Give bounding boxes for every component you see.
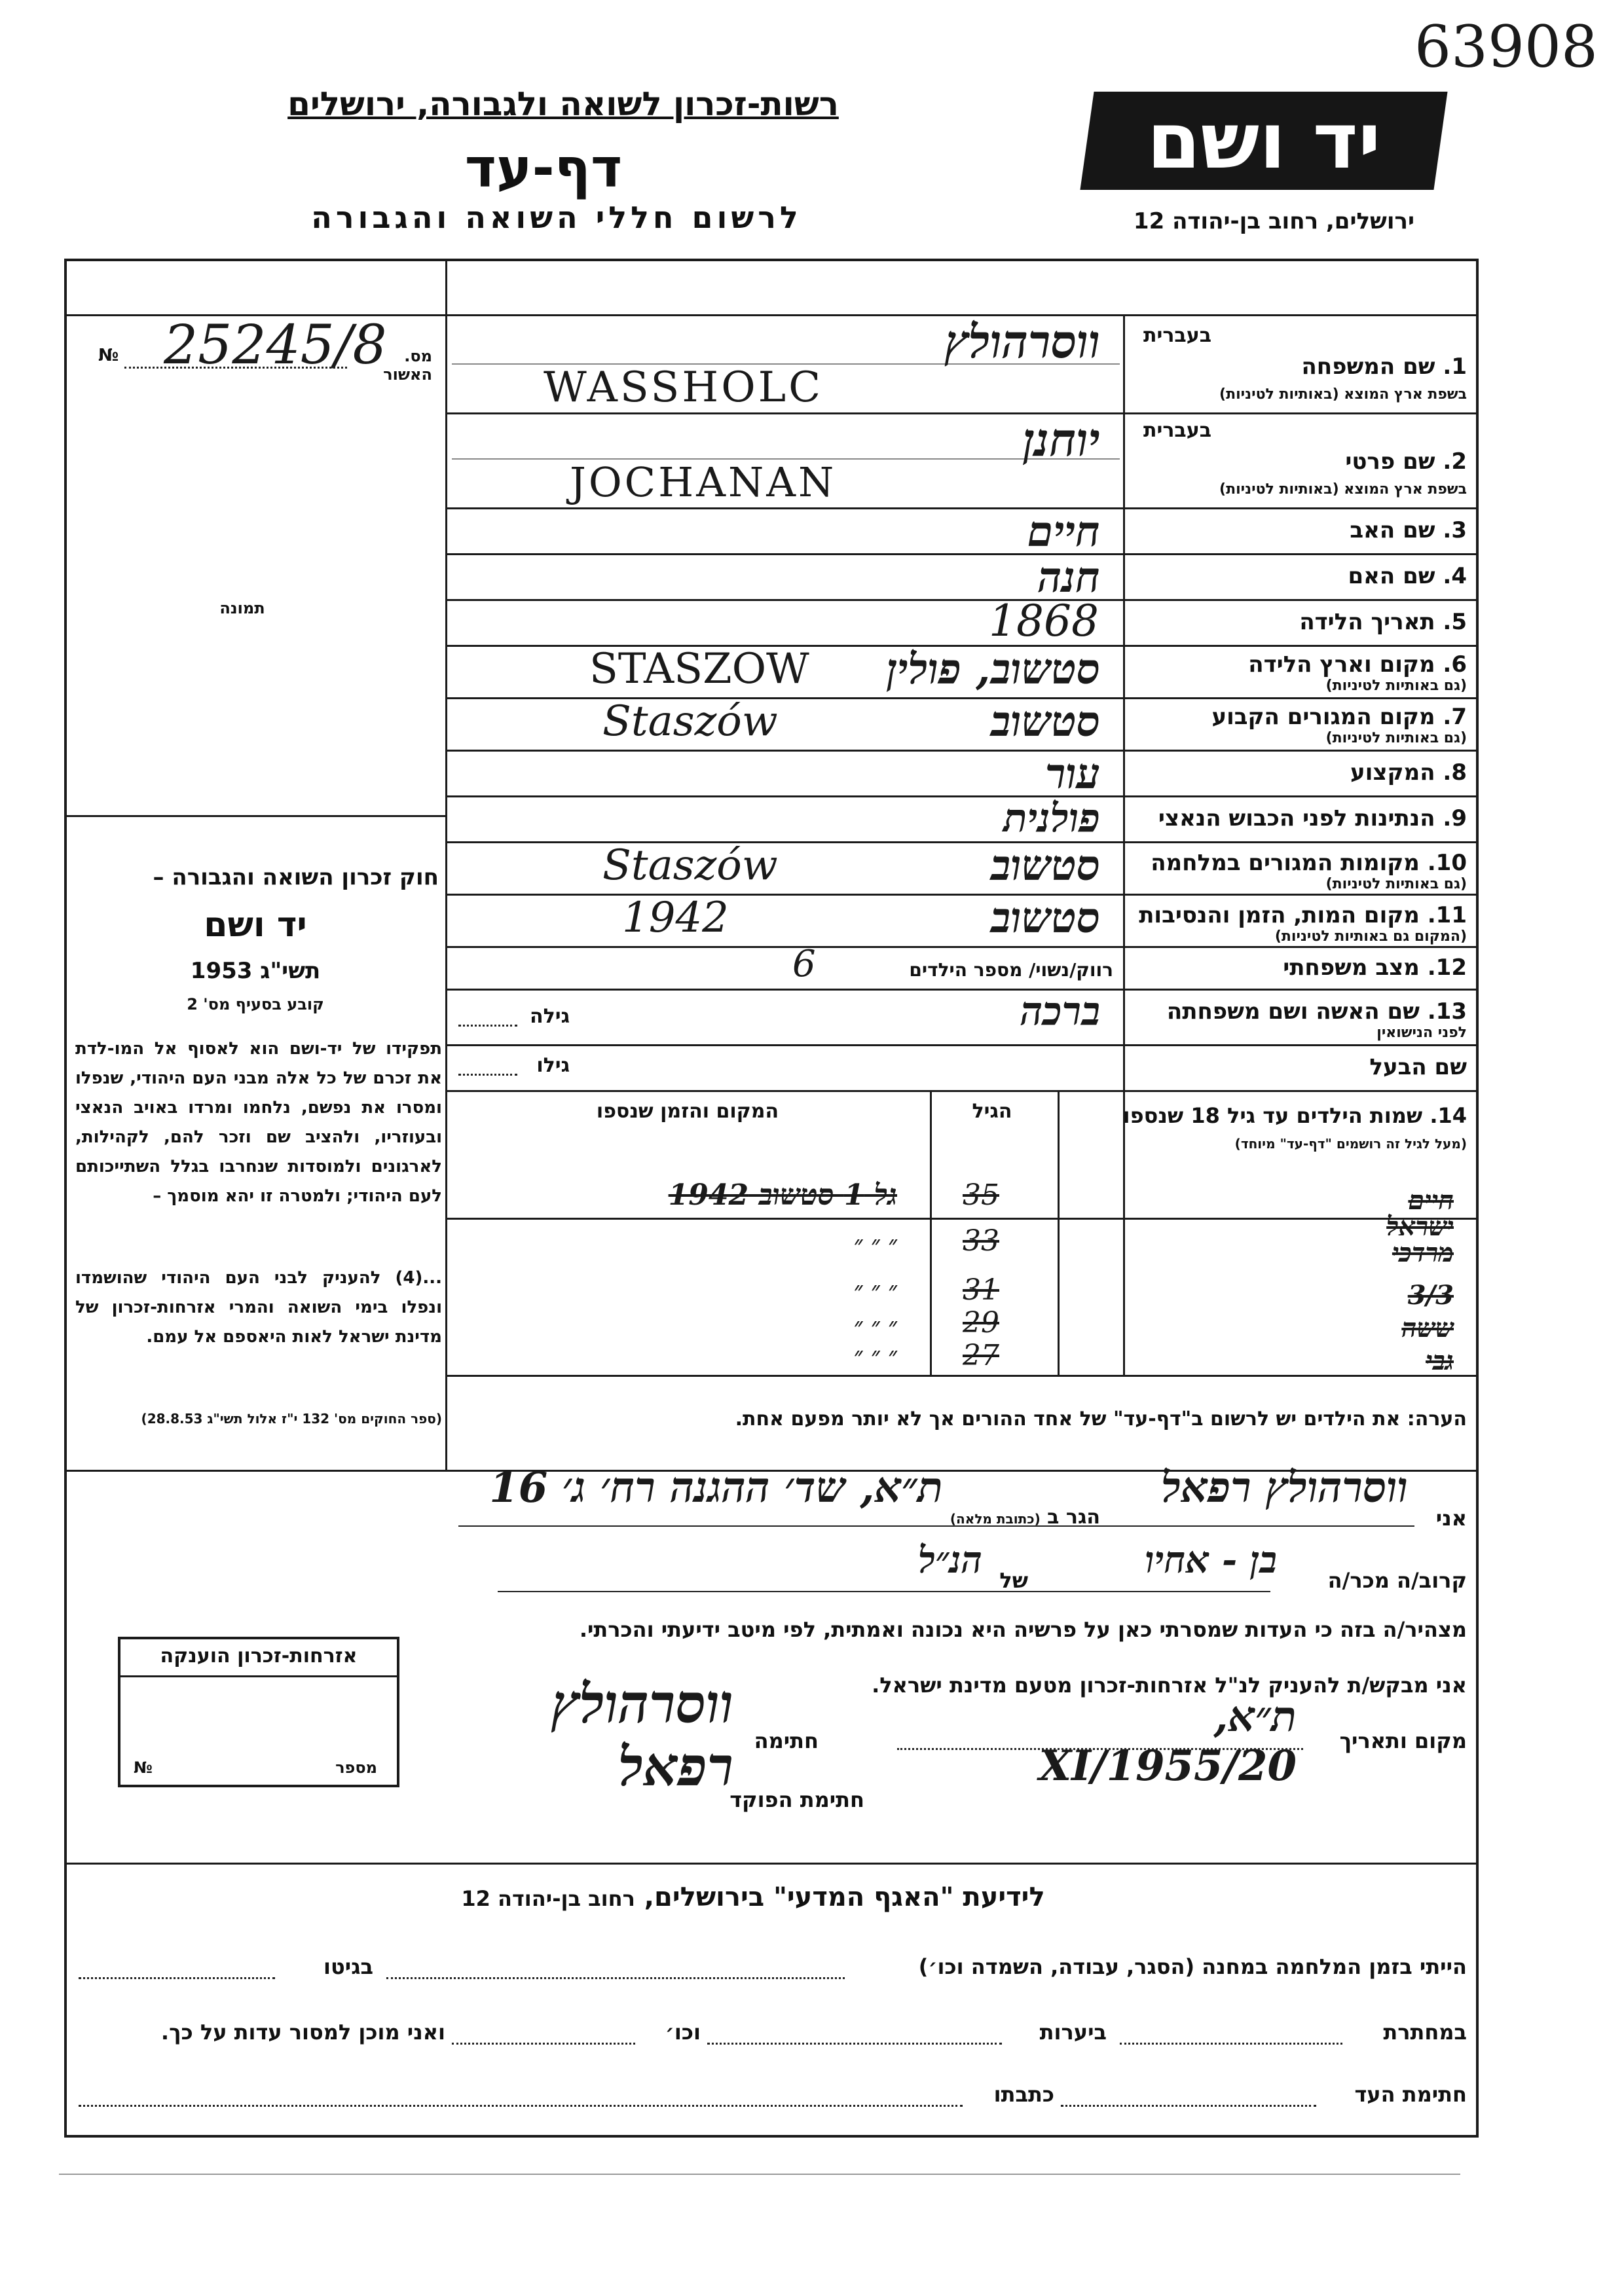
surname-latin: WASSHOLC	[544, 363, 824, 412]
residence-hebrew: סטשוב	[990, 697, 1100, 746]
field-3-label-text: שם האב	[1350, 517, 1435, 543]
field-6-label-text: מקום וארץ הלידה	[1248, 651, 1435, 678]
child-age-6: 27	[963, 1339, 999, 1372]
declaration-text: מצהיר/ה בזה כי העדות שמסרתי כאן על פרשיה היא נכונה ואמתית, לפי מיטב ידיעתי והכרתי.	[579, 1617, 1467, 1642]
law-title: חוק זכרון השואה והגבורה –	[153, 864, 439, 890]
place-date-value: ת״א, 20/XI/1955	[1039, 1692, 1297, 1791]
field-6-note: (גם באותיות לטיניות)	[1325, 678, 1467, 694]
child-name-1: חיים	[1408, 1185, 1454, 1216]
relation-value: בן - אחיו	[1145, 1539, 1277, 1582]
signature: ווסרהולץ רפאל	[551, 1673, 733, 1798]
father-name: חיים	[1027, 507, 1100, 556]
husband-age-label: גילו	[536, 1054, 570, 1077]
child-name-6: גבי	[1426, 1345, 1454, 1376]
field-11-label	[1133, 902, 1467, 928]
citizenship-no-mark: №	[134, 1758, 153, 1777]
wife-age-label: גילה	[530, 1005, 570, 1028]
footer-address-label: כתבתו	[993, 2082, 1054, 2107]
field-9-num: 9.	[1443, 805, 1467, 831]
birth-place-hebrew: סטשוב, פולין	[886, 645, 1100, 694]
footer-forests: ביערות	[1039, 2020, 1107, 2045]
field-1-note: בשפת ארץ המוצא (באותיות לטיניות)	[1219, 386, 1467, 403]
footer-ghetto-label: בגיטו	[323, 1954, 373, 1979]
field-6-num: 6.	[1443, 651, 1467, 678]
field-9-label-text: הנתינות לפני הכבוש הנאצי	[1158, 805, 1435, 831]
field-4-label-text: שם האם	[1348, 563, 1435, 589]
child-age-5: 29	[963, 1306, 999, 1339]
child-name-3: מרדכי	[1392, 1237, 1454, 1268]
citizenship-number-label: מספר	[335, 1758, 377, 1777]
field-13-label-text: שם האשה ושם משפחתה	[1166, 998, 1420, 1025]
field-10-label-text: מקומות המגורים במלחמה	[1151, 850, 1420, 876]
children-count: 6	[792, 943, 816, 985]
yad-vashem-logo	[1080, 92, 1447, 190]
firstname-latin: JOCHANAN	[570, 458, 837, 506]
footer-line-1: הייתי בזמן המלחמה במחנה (הסגר, עבודה, השמדה וכו׳)	[918, 1954, 1467, 1979]
remark: הערה: את הילדים יש לרשום ב"דף-עד" של אחד ההורים אך לא יותר מפעם אחת.	[735, 1408, 1467, 1430]
field-2-label	[1133, 448, 1467, 475]
child-place-6: ״ ״ ״	[853, 1342, 897, 1370]
field-12-label-text: מצב משפחתי	[1283, 955, 1420, 981]
field-10-num: 10.	[1427, 850, 1467, 876]
death-place-hebrew: סטשוב	[990, 894, 1100, 943]
residence-latin: Staszów	[602, 697, 778, 746]
confirmation-no-mark: №	[98, 346, 119, 365]
field-2-note: בשפת ארץ המוצא (באותיות לטיניות)	[1219, 481, 1467, 498]
field-7-note: (גם באותיות לטיניות)	[1325, 730, 1467, 746]
field-4-num: 4.	[1443, 563, 1467, 589]
field-4-label	[1133, 563, 1467, 589]
field-8-label	[1133, 759, 1467, 786]
child-name-2: ישראל	[1386, 1211, 1454, 1242]
field-3-num: 3.	[1443, 517, 1467, 543]
field-10-note: (גם באותיות לטיניות)	[1325, 876, 1467, 892]
field-2-num: 2.	[1443, 448, 1467, 475]
children-num: 14.	[1430, 1103, 1467, 1128]
footer-heading	[393, 1882, 1113, 1912]
child-name-4: 3/3	[1407, 1280, 1454, 1311]
mother-name: חנה	[1037, 553, 1100, 602]
children-label-text: שמות הילדים עד גיל 18 שנספו	[1122, 1103, 1423, 1128]
death-year: 1942	[622, 894, 729, 942]
child-place-5: ״ ״ ״	[853, 1313, 897, 1340]
signature-label: חתימה	[754, 1728, 819, 1753]
law-text-2: ...(4) להעניק לבני העם היהודי שהושמדו ונפלו בימי השואה והמרי אזרחות-זכרון של מדינת ישראל לאות היאספם אל עמם.	[75, 1268, 442, 1347]
page-title: דף-עד	[464, 137, 623, 200]
field-2-label-text: שם פרטי	[1345, 448, 1435, 475]
of-label: של	[999, 1568, 1028, 1593]
birth-place-latin: STASZOW	[589, 645, 809, 693]
child-age-4: 31	[963, 1273, 999, 1307]
field-1-label	[1133, 354, 1467, 380]
firstname-hebrew: יוחנן	[1022, 412, 1100, 467]
relation-label: קרוב/ה מכר/ה	[1327, 1568, 1467, 1593]
declarant-name: ווסרהולץ רפאל	[1161, 1463, 1408, 1512]
header-authority: רשות-זכרון לשואה ולגבורה, ירושלים	[287, 85, 839, 123]
declarant-address: ת״א, שד׳ ההגנה רח׳ ג׳ 16	[489, 1463, 943, 1512]
nationality: פולנית	[1003, 795, 1100, 841]
of-value: הנ״ל	[918, 1539, 982, 1582]
wartime-residence-latin: Staszów	[602, 841, 778, 890]
children-note: (מעל לגיל זה רושמים "דף-עד" מיוחד)	[1234, 1136, 1467, 1152]
full-address-label: (כתובת מלאה)	[950, 1511, 1041, 1527]
child-age-1: 35	[963, 1178, 999, 1212]
field-10-label	[1133, 850, 1467, 876]
footer-heading-text: לידיעת "האגף המדעי" בירושלים,	[644, 1882, 1045, 1912]
field-5-num: 5.	[1443, 609, 1467, 635]
field-13-note: לפני הנישואין	[1376, 1025, 1467, 1041]
child-place-1: גל 1 סטשוב 1942	[668, 1178, 897, 1212]
husband-label: שם הבעל	[1369, 1054, 1467, 1080]
surname-hebrew: ווסרהולץ	[944, 314, 1100, 369]
field-7-label-text: מקום המגורים הקבוע	[1211, 704, 1435, 730]
field-11-note: (המקום גם באותיות לטיניות)	[1274, 928, 1467, 945]
field-5-label	[1133, 609, 1467, 635]
field-11-label-text: מקום המות, הזמן והנסיבות	[1139, 902, 1420, 928]
field-13-label	[1133, 998, 1467, 1025]
logo-text: יד ושם	[1147, 96, 1381, 186]
children-place-header: המקום והזמן שנספו	[596, 1100, 779, 1123]
wartime-residence-hebrew: סטשוב	[990, 841, 1100, 890]
field-12-num: 12.	[1427, 955, 1467, 981]
children-label	[1067, 1103, 1467, 1128]
confirmation-value: 25245/8	[164, 314, 387, 376]
child-name-5: ששה	[1401, 1313, 1454, 1343]
serial-stamp: 63908	[1414, 13, 1598, 81]
footer-underground: במחתרת	[1383, 2020, 1467, 2045]
child-place-3: ״ ״ ״	[853, 1231, 897, 1258]
footer-witness-signature: חתימת העד	[1354, 2082, 1467, 2107]
place-date-label: מקום ותאריך	[1339, 1728, 1467, 1753]
field-3-label	[1133, 517, 1467, 543]
citizenship-title: אזרחות-זכרון הוענקה	[160, 1645, 358, 1667]
law-year: תשי"ג 1953	[190, 958, 321, 984]
children-age-header: הגיל	[972, 1100, 1012, 1123]
marital-status-options: רווק/נשוי/ מספר הילדים	[909, 959, 1113, 981]
field-2-tag: בעברית	[1143, 419, 1211, 442]
declarant-i-label: אני	[1435, 1506, 1467, 1531]
field-7-num: 7.	[1443, 704, 1467, 730]
footer-ready-text: ואני מוכן למסור עדות על כך.	[160, 2020, 445, 2045]
field-1-label-text: שם המשפחה	[1301, 354, 1435, 380]
field-8-num: 8.	[1443, 759, 1467, 786]
footer-etc: וכו׳	[665, 2020, 701, 2045]
wife-name: ברכה	[1020, 989, 1100, 1034]
citizenship-box	[118, 1637, 399, 1787]
law-ref: (ספר החוקים מס' 132 י"ז אלול תשי"ג 28.8.53)	[141, 1411, 442, 1427]
photo-label: תמונה	[219, 599, 265, 617]
field-1-num: 1.	[1443, 354, 1467, 380]
field-7-label	[1133, 704, 1467, 730]
birth-date: 1868	[989, 596, 1099, 646]
occupation: עור	[1044, 750, 1100, 799]
field-6-label	[1133, 651, 1467, 678]
header-subtitle: לרשום חללי השואה והגבורה	[311, 200, 802, 235]
child-place-4: ״ ״ ״	[853, 1277, 897, 1304]
law-text: תפקידו של יד-ושם הוא לאסוף אל המו-לדת את זכרם של כל אלה מבני העם היהודי, שנפלו ומסרו את נפשם, נלחמו ומרדו באויב הנאצי ובעוזריו, ולהציב שם וזכר להם, לקהילות, לארגונים ולמוסדות שנחרבו בגלל השתייכותם לעם היהודי; ולמטרה זו יהא מוסמך –	[75, 1039, 442, 1206]
clerk-signature-label: חתימת הפוקד	[729, 1787, 864, 1812]
header-address: ירושלים, רחוב בן-יהודה 12	[1133, 208, 1414, 234]
footer-address: רחוב בן-יהודה 12	[461, 1886, 635, 1911]
field-12-label	[1133, 955, 1467, 981]
field-13-num: 13.	[1427, 998, 1467, 1025]
residing-label-text: הגר ב	[1047, 1506, 1100, 1529]
confirmation-label: מס. האשור	[383, 347, 432, 384]
law-name: יד ושם	[204, 905, 307, 945]
child-age-3: 33	[963, 1224, 999, 1258]
field-11-num: 11.	[1427, 902, 1467, 928]
request-text: אני מבקש/ת להעניק לנ"ל אזרחות-זכרון מטעם מדינת ישראל.	[872, 1673, 1467, 1698]
law-clause: קובע בסעיף מס' 2	[187, 995, 324, 1013]
field-8-label-text: המקצוע	[1350, 759, 1435, 786]
field-1-tag: בעברית	[1143, 324, 1211, 347]
field-5-label-text: תאריך הלידה	[1299, 609, 1435, 635]
field-9-label	[1133, 805, 1467, 831]
